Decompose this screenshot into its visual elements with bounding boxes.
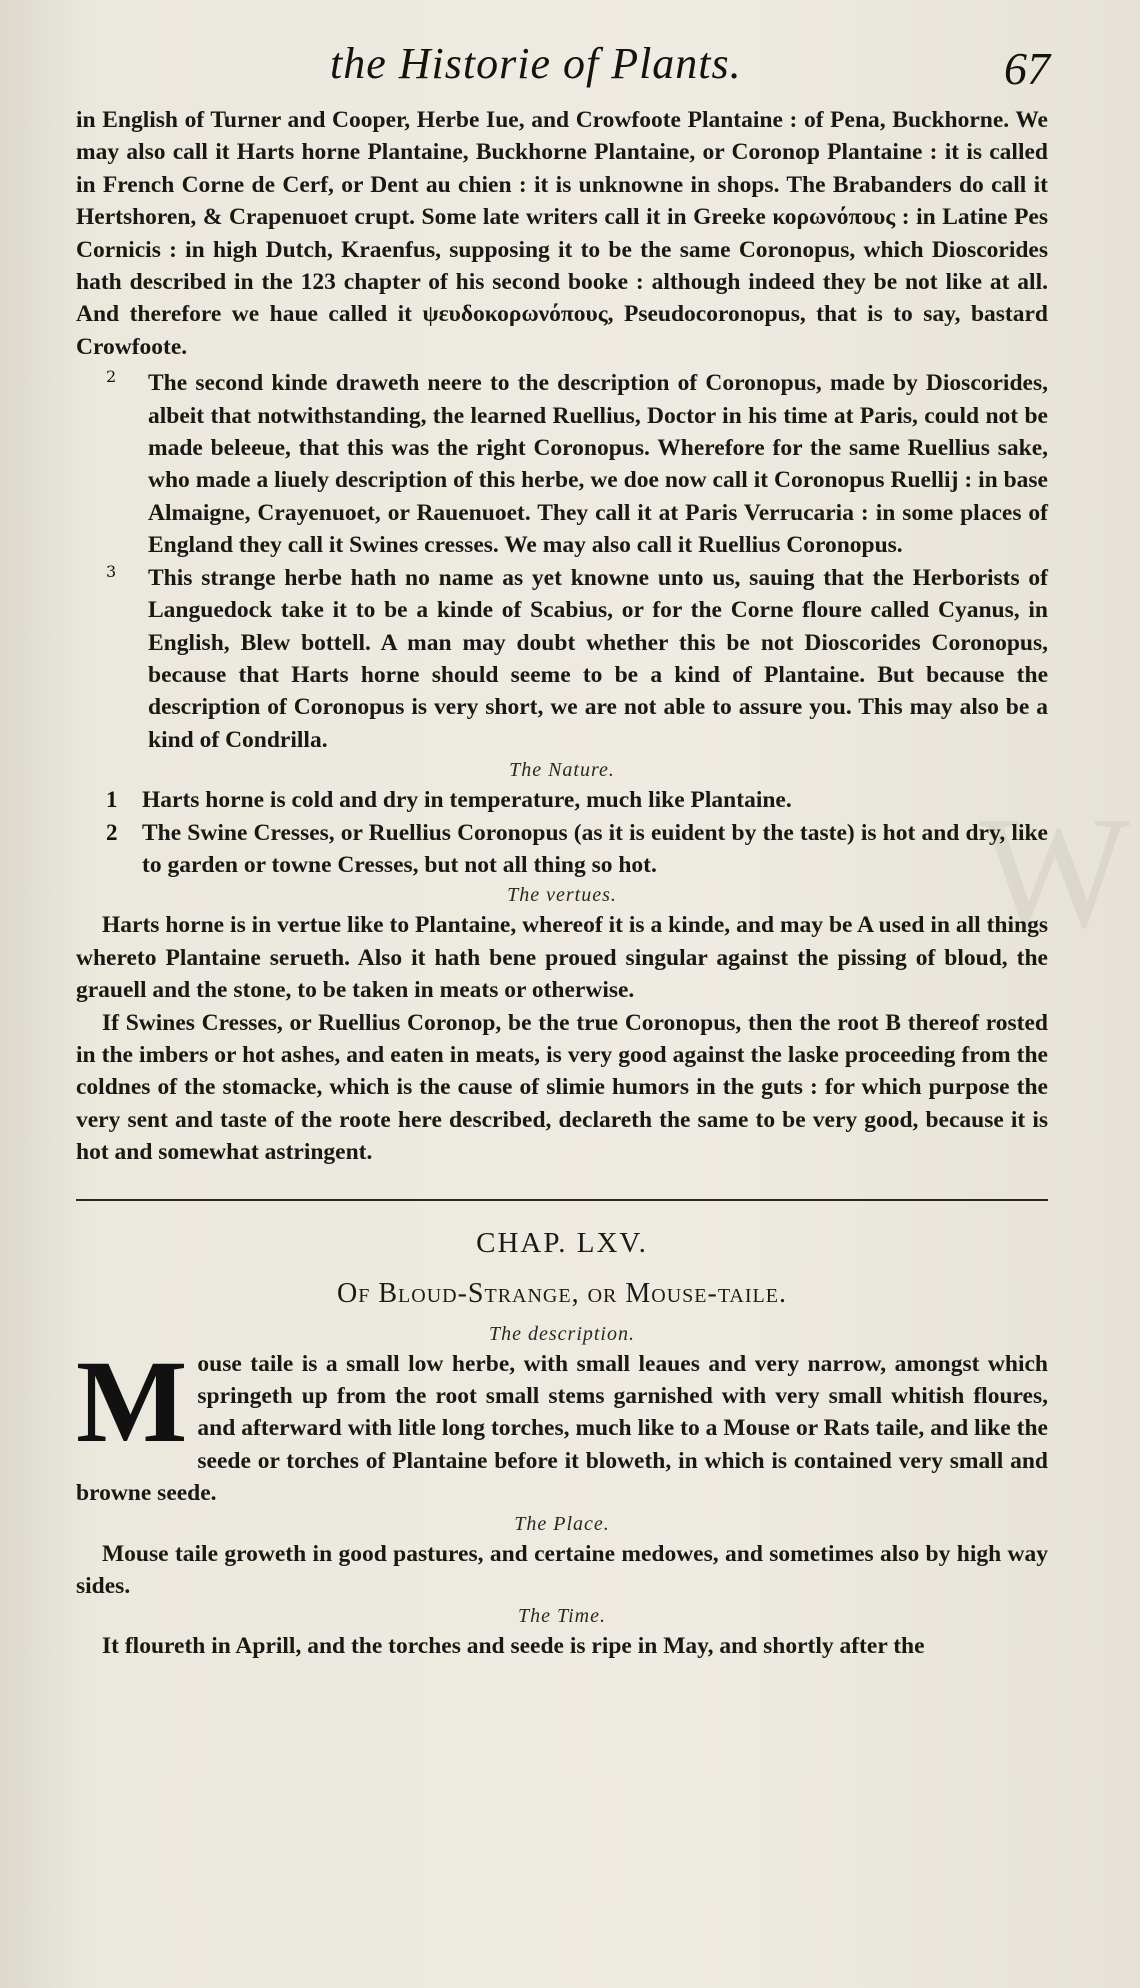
time-text: It floureth in Aprill, and the torches and seede is ripe in May, and shortly after the <box>102 1633 925 1660</box>
running-title: the Historie of Plants. <box>330 39 742 88</box>
nature-heading: The Nature. <box>509 759 615 782</box>
item-number: 1 <box>106 787 118 813</box>
description-heading: The description. <box>489 1322 635 1345</box>
vertues-heading: The vertues. <box>507 884 617 907</box>
chapter-number: CHAP. LXV. <box>476 1226 648 1259</box>
bleed-through-ornament: W <box>978 783 1130 961</box>
place-heading: The Place. <box>514 1512 610 1535</box>
page-number: 67 <box>1004 43 1050 94</box>
item-number: 2 <box>106 819 118 845</box>
item-text: The second kinde draweth neere to the description of Coronopus, made by Dioscorides, albeit that notwithstanding, the learned Ruellius, Doctor in his time at Paris, could not be made beleeue, that this was the right Coronopus. Wherefore for the same Ruellius sake, who made a liuely description of this herbe, we doe now call it Coronopus Ruellij : in base Almaigne, Crayenuoet, or Rauenuoet. They call it at Paris Verrucaria : in some places of England they call it Swines cresses. We may also call it Ruellius Coronopus. <box>148 370 1048 559</box>
page-header <box>0 28 1140 98</box>
place-text: Mouse taile groweth in good pastures, and certaine medowes, and sometimes also by high way sides. <box>76 1540 1048 1600</box>
description-text: ouse taile is a small low herbe, with small leaues and very narrow, amongst which springeth up from the root small stems garnished with very small whitish floures, and afterward with litle long torches, much like to a Mouse or Rats taile, and like the seede or torches of Plantaine before it bloweth, in which is contained very small and browne seede. <box>76 1350 1048 1507</box>
item-number: 2 <box>106 367 117 387</box>
names-paragraph: in English of Turner and Cooper, Herbe Iue, and Crowfoote Plantaine : of Pena, Buckhorne. We may also call it Harts horne Plantaine, Buckhorne Plantaine, or Coronop Plantaine : it is called in French Corne de Cerf, or Dent au chien : it is unknowne in shops. The Brabanders do call it Hertshoren, & Crapenuoet crupt. Some late writers call it in Greeke κορωνόπους : in Latine Pes Cornicis : in high Dutch, Kraenfus, supposing it to be the same Coronopus, which Dioscorides hath described in the 123 chapter of his second booke : although indeed they be not like at all. And therefore we haue called it ψευδοκορωνόπους, Pseudocoronopus, that is to say, bastard Crowfoote. <box>76 107 1048 360</box>
chapter-title: Of Bloud-Strange, or Mouse-taile. <box>337 1277 787 1309</box>
item-number: 3 <box>106 561 117 581</box>
nature-item-1 <box>76 784 1048 816</box>
vertues-paragraph-a: Harts horne is in vertue like to Plantaine, whereof it is a kinde, and may be A used in all things whereto Plantaine serueth. Also it hath bene proued singular against the pissing of bloud, the grauell and the stone, to be taken in meats or otherwise. <box>76 912 1048 1004</box>
page-body <box>76 104 1048 1663</box>
description-block <box>76 1335 1048 1510</box>
item-text: This strange herbe hath no name as yet knowne unto us, sauing that the Herborists of Languedock take it to be a kinde of Scabius, or for the Corne floure called Cyanus, in English, Blew bottell. A man may doubt whether this be not Dioscorides Coronopus, because that Harts horne should seeme to be a kind of Plantaine. But because the description of Coronopus is very short, we are not able to assure you. This may also be a kind of Condrilla. <box>148 564 1048 753</box>
time-heading: The Time. <box>518 1605 606 1628</box>
section-rule <box>76 1199 1048 1201</box>
vertues-paragraph-b: If Swines Cresses, or Ruellius Coronop, be the true Coronopus, then the root B thereof rosted in the imbers or hot ashes, and eaten in meats, is very good against the laske proceeding from the coldnes of the stomacke, which is the cause of slimie humors in the guts : for which purpose the very sent and taste of the roote here described, declareth the same to be very good, because it is hot and somewhat astringent. <box>76 1009 1048 1166</box>
item-text: Harts horne is cold and dry in temperature, much like Plantaine. <box>142 787 792 814</box>
names-item-2 <box>76 367 1048 561</box>
drop-cap: M <box>76 1335 188 1467</box>
item-text: The Swine Cresses, or Ruellius Coronopus (as it is euident by the taste) is hot and dry, like to garden or towne Cresses, but not all thing so hot. <box>142 819 1048 878</box>
names-item-3 <box>76 562 1048 756</box>
nature-item-2 <box>76 817 1048 882</box>
